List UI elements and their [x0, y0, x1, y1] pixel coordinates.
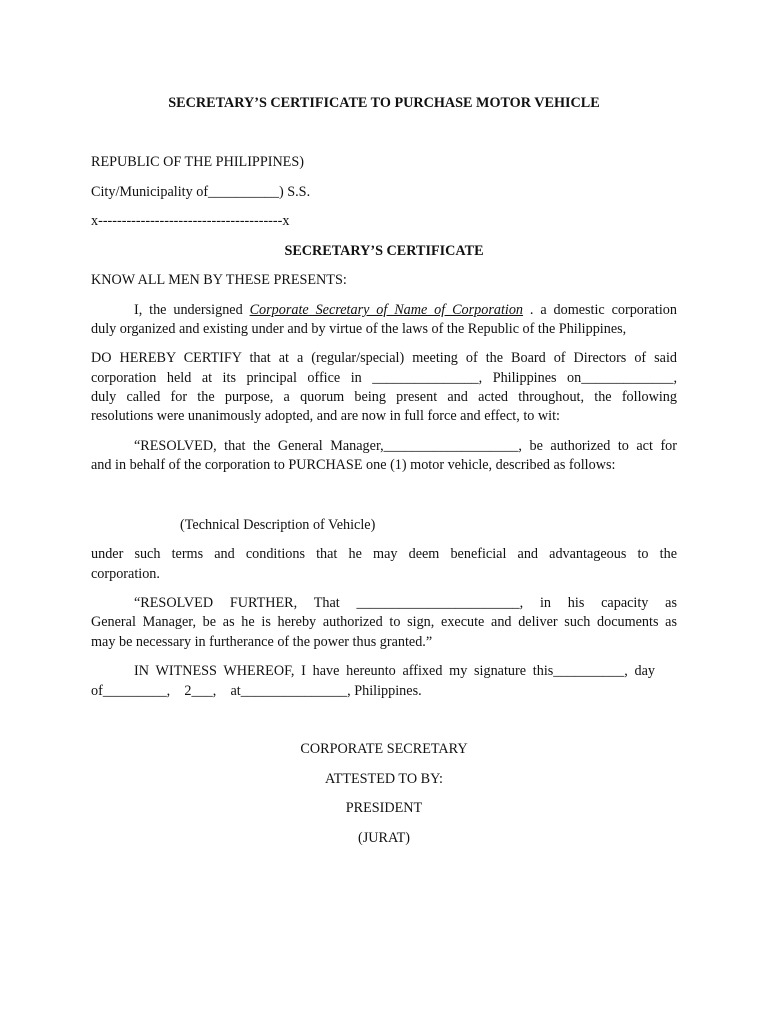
para6-line1: IN WITNESS WHEREOF, I have hereunto affixed my signature this__________, day [134, 663, 655, 679]
para4-line2: corporation. [91, 566, 160, 582]
para1-line1 [134, 301, 677, 319]
para3-line2: and in behalf of the corporation to PURCHASE one (1) motor vehicle, described as follows: [91, 457, 616, 473]
para5-line1: “RESOLVED FURTHER, That _______________________, in his capacity as [134, 595, 677, 611]
para5-line2: General Manager, be as he is hereby authorized to sign, execute and deliver such documents as [91, 614, 677, 630]
para2-line2: corporation held at its principal office in _______________, Philippines on_____________, [91, 370, 677, 386]
jurat-label: (JURAT) [357, 830, 411, 846]
para2-line1: DO HEREBY CERTIFY that at a (regular/special) meeting of the Board of Directors of said [91, 350, 677, 366]
para6-line2: of_________, 2___, at_______________, Philippines. [91, 683, 422, 699]
document-title: SECRETARY’S CERTIFICATE TO PURCHASE MOTOR VEHICLE [168, 95, 600, 111]
venue-city: City/Municipality of__________) S.S. [91, 184, 311, 200]
para2-line3: duly called for the purpose, a quorum being present and acted throughout, the following [91, 389, 677, 405]
para3-line1: “RESOLVED, that the General Manager,___________________, be authorized to act for [134, 438, 677, 454]
corporate-secretary-name: Corporate Secretary of Name of Corporation [249, 302, 524, 318]
para2-line4: resolutions were unanimously adopted, and are now in full force and effect, to wit: [91, 408, 560, 424]
venue-separator: x---------------------------------------x [91, 213, 290, 229]
para1-line2: duly organized and existing under and by virtue of the laws of the Republic of the Philippines, [91, 321, 627, 337]
vehicle-description: (Technical Description of Vehicle) [180, 517, 376, 533]
attested-label: ATTESTED TO BY: [325, 771, 443, 787]
para5-line3: may be necessary in furtherance of the power thus granted.” [91, 634, 433, 650]
para1-suffix: . a domestic corporation [523, 302, 677, 318]
para1-prefix: I, the undersigned [134, 302, 250, 318]
certificate-subtitle: SECRETARY’S CERTIFICATE [284, 243, 484, 259]
opening-line: KNOW ALL MEN BY THESE PRESENTS: [91, 272, 347, 288]
corporate-secretary-label: CORPORATE SECRETARY [300, 741, 468, 757]
venue-republic: REPUBLIC OF THE PHILIPPINES) [91, 154, 304, 170]
para4-line1: under such terms and conditions that he may deem beneficial and advantageous to the [91, 546, 677, 562]
president-label: PRESIDENT [345, 800, 423, 816]
